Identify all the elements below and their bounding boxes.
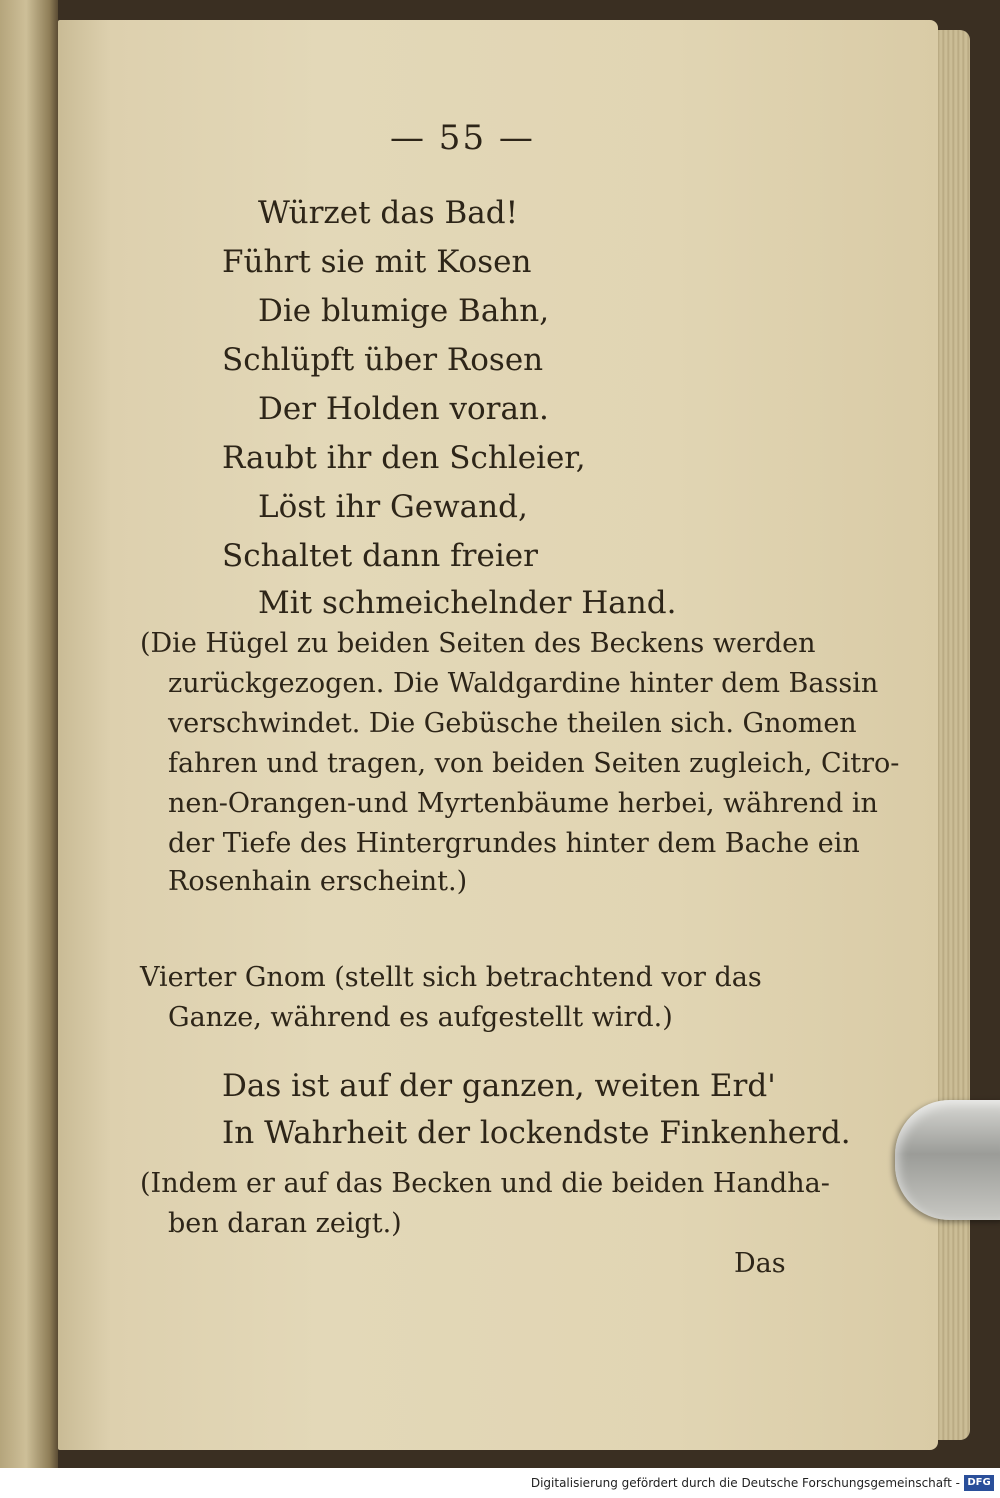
verse-line: Führt sie mit Kosen xyxy=(222,244,532,280)
page-number: — 55 — xyxy=(390,118,535,158)
verse-line: Der Holden voran. xyxy=(258,391,549,427)
verse-line: Schlüpft über Rosen xyxy=(222,342,544,378)
stage-direction-line: fahren und tragen, von beiden Seiten zugleich, Citro- xyxy=(168,748,900,779)
verse-line: Das ist auf der ganzen, weiten Erd' xyxy=(222,1068,776,1104)
stage-direction-line: verschwindet. Die Gebüsche theilen sich. Gnomen xyxy=(168,708,857,739)
funding-note: Digitalisierung gefördert durch die Deutsche Forschungsgemeinschaft - xyxy=(530,1476,960,1490)
stage-direction-line: (Indem er auf das Becken und die beiden Handha- xyxy=(140,1168,830,1199)
verse-line: Schaltet dann freier xyxy=(222,538,538,574)
page-clip xyxy=(895,1100,1000,1220)
stage-direction-line: (Die Hügel zu beiden Seiten des Beckens werden xyxy=(140,628,816,659)
left-page-edge xyxy=(0,0,58,1468)
stage-direction-line: der Tiefe des Hintergrundes hinter dem Bache ein xyxy=(168,828,860,859)
speaker-line: Vierter Gnom (stellt sich betrachtend vor das xyxy=(140,962,762,993)
stage-direction-line: ben daran zeigt.) xyxy=(168,1208,402,1239)
verse-line: Die blumige Bahn, xyxy=(258,293,550,329)
dfg-logo-icon: DFG xyxy=(964,1475,994,1491)
stage-direction-line: zurückgezogen. Die Waldgardine hinter dem Bassin xyxy=(168,668,879,699)
verse-line: In Wahrheit der lockendste Finkenherd. xyxy=(222,1115,851,1151)
verse-line: Mit schmeichelnder Hand. xyxy=(258,585,677,621)
footer-bar xyxy=(0,1468,1000,1498)
stage-direction-line: Ganze, während es aufgestellt wird.) xyxy=(168,1002,673,1033)
verse-line: Würzet das Bad! xyxy=(258,195,519,231)
stage-direction-line: nen-Orangen-und Myrtenbäume herbei, während in xyxy=(168,788,878,819)
verse-line: Löst ihr Gewand, xyxy=(258,489,528,525)
verse-line: Raubt ihr den Schleier, xyxy=(222,440,586,476)
stage-direction-line: Rosenhain erscheint.) xyxy=(168,866,468,897)
catchword: Das xyxy=(734,1248,786,1279)
